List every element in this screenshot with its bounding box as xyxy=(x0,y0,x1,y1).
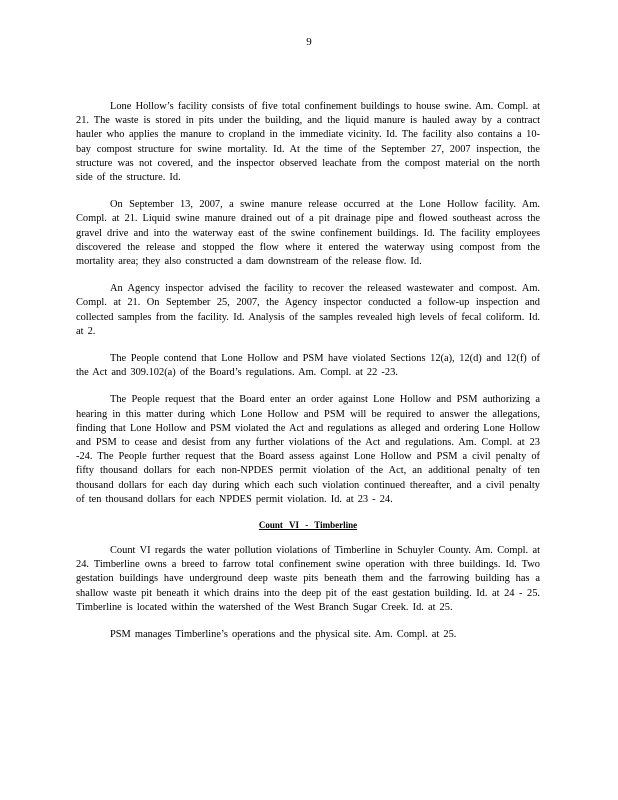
paragraph: On September 13, 2007, a swine manure release occurred at the Lone Hollow facility. Am. Compl. at 21. Liquid swine manure drained out of a pit drainage pipe and flowed southeast across the gravel drive and into the waterway east of the swine confinement buildings. Id. The facility employees discovered the release and stopped the flow where it entered the waterway using compost from the mortality area; they also constructed a dam downstream of the release flow. Id. xyxy=(76,199,540,268)
paragraph: The People contend that Lone Hollow and PSM have violated Sections 12(a), 12(d) and 12(f) of the Act and 309.102(a) of the Board’s regulations. Am. Compl. at 22 -23. xyxy=(76,353,540,379)
paragraph: Lone Hollow’s facility consists of five total confinement buildings to house swine. Am. Compl. at 21. The waste is stored in pits under the building, and the liquid manure is hauled away by a contract hauler who applies the manure to cropland in the immediate vicinity. Id. The facility also contains a 10-bay compost structure for swine mortality. Id. At the time of the September 27, 2007 inspection, the structure was not covered, and the inspector observed leachate from the compost material on the north side of the structure. Id. xyxy=(76,101,540,184)
body-text xyxy=(76,100,540,655)
page-number: 9 xyxy=(306,36,312,48)
paragraph: The People request that the Board enter an order against Lone Hollow and PSM authorizing a hearing in this matter during which Lone Hollow and PSM will be required to answer the allegations, finding that Lone Hollow and PSM violated the Act and regulations as alleged and ordering Lone Hollow and PSM to cease and desist from any further violations of the Act and regulations. Am. Compl. at 23 -24. The People further request that the Board assess against Lone Hollow and PSM a civil penalty of fifty thousand dollars for each non-NPDES permit violation of the Act, an additional penalty of ten thousand dollars for each day during which each such violation continued thereafter, and a civil penalty of ten thousand dollars for each NPDES permit violation. Id. at 23 - 24. xyxy=(76,394,540,505)
section-heading xyxy=(76,520,540,530)
paragraph: PSM manages Timberline’s operations and the physical site. Am. Compl. at 25. xyxy=(110,629,457,641)
section-heading-text: Count VI - Timberline xyxy=(258,520,358,531)
paragraph: Count VI regards the water pollution violations of Timberline in Schuyler County. Am. Compl. at 24. Timberline owns a breed to farrow total confinement swine operation with three buildings. Id. Two gestation buildings have underground deep waste pits beneath them and the farrowing building has a shallow waste pit beneath it which drains into the deep pit of the east gestation building. Id. at 24 - 25. Timberline is located within the watershed of the West Branch Sugar Creek. Id. at 25. xyxy=(76,545,540,613)
paragraph: An Agency inspector advised the facility to recover the released wastewater and compost. Am. Compl. at 21. On September 25, 2007, the Agency inspector conducted a follow-up inspection and collected samples from the facility. Id. Analysis of the samples revealed high levels of fecal coliform. Id. at 2. xyxy=(76,283,540,337)
